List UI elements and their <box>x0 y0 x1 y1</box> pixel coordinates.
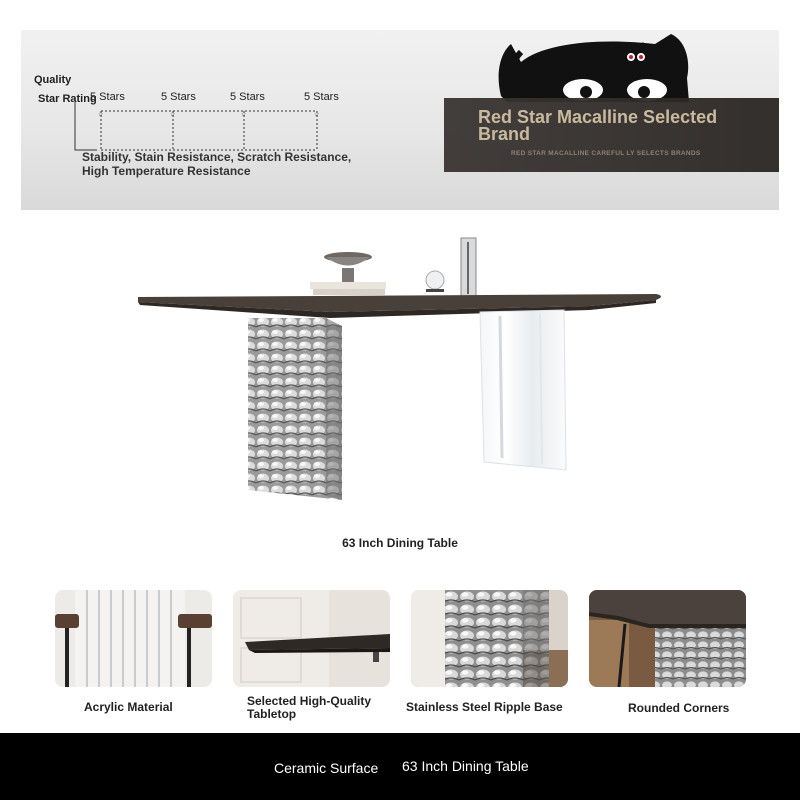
footer-bar <box>0 733 800 800</box>
svg-text:☆: ☆ <box>314 111 320 118</box>
features-text: Stability, Stain Resistance, Scratch Resistance, High Temperature Resistance <box>82 150 352 178</box>
acrylic-detail-photo <box>55 590 212 687</box>
tabletop-label: Selected High-Quality Tabletop <box>247 694 372 721</box>
svg-text:☆: ☆ <box>98 111 104 118</box>
acrylic-material-label: Acrylic Material <box>84 700 173 714</box>
brand-box <box>444 98 779 172</box>
star-value-3: 5 Stars <box>230 91 265 103</box>
top-banner <box>21 30 779 210</box>
cat-mascot-logo <box>495 30 735 102</box>
brand-title: Red Star Macalline Selected Brand <box>478 107 718 144</box>
dining-table-image <box>130 232 670 512</box>
quality-label: Quality <box>34 74 72 86</box>
hero-caption: 63 Inch Dining Table <box>342 536 458 550</box>
tabletop-detail-photo <box>233 590 390 687</box>
rating-diagram <box>21 30 441 210</box>
svg-text:☆: ☆ <box>241 111 247 118</box>
star-rating-label: Star Rating <box>38 93 97 105</box>
ripple-base-label: Stainless Steel Ripple Base <box>406 700 563 714</box>
rounded-corners-label: Rounded Corners <box>628 701 730 715</box>
ceramic-surface-label: Ceramic Surface <box>274 760 379 776</box>
rounded-corner-detail-photo <box>589 590 746 687</box>
svg-text:☆: ☆ <box>170 111 176 118</box>
star-value-4: 5 Stars <box>304 91 339 103</box>
star-value-1: 5 Stars <box>90 91 125 103</box>
footer-product-name: 63 Inch Dining Table <box>402 758 529 774</box>
star-value-2: 5 Stars <box>161 91 196 103</box>
ripple-base-detail-photo <box>411 590 568 687</box>
brand-subtitle: RED STAR MACALLINE CAREFUL LY SELECTS BRANDS <box>511 150 701 157</box>
